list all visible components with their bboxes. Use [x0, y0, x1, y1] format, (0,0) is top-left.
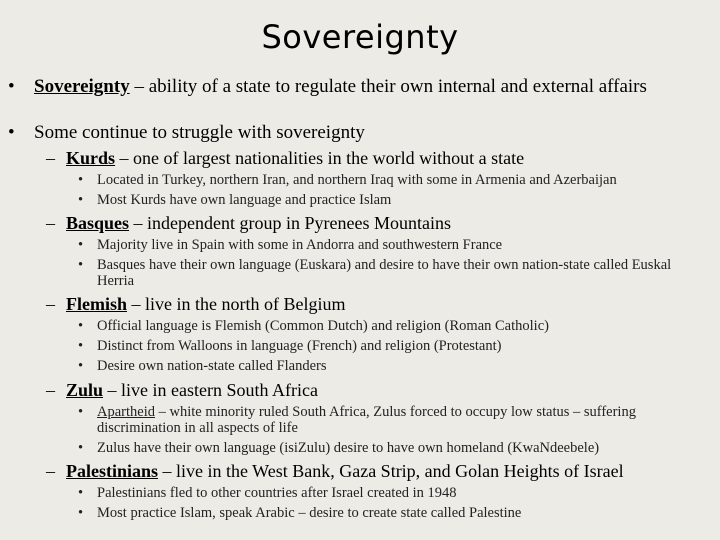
- slide-title: Sovereignty: [261, 18, 459, 56]
- term-sovereignty: Sovereignty: [34, 76, 130, 97]
- item-flemish: – Flemish – live in the north of Belgium: [46, 294, 346, 314]
- flemish-point-1: • Official language is Flemish (Common Dutch) and religion (Roman Catholic): [78, 318, 549, 334]
- kurds-point-1: • Located in Turkey, northern Iran, and northern Iraq with some in Armenia and Azerbaijan: [78, 172, 617, 188]
- term-kurds: Kurds: [66, 148, 116, 168]
- palestinians-point-2: • Most practice Islam, speak Arabic – desire to create state called Palestine: [78, 505, 522, 521]
- term-basques: Basques: [66, 213, 130, 233]
- item-zulu: – Zulu – live in eastern South Africa: [46, 380, 318, 400]
- zulu-point-1: • Apartheid – white minority ruled South Africa, Zulus forced to occupy low status – suffering discrimination in all aspects of life: [78, 404, 636, 436]
- palestinians-point-1: • Palestinians fled to other countries after Israel created in 1948: [78, 485, 457, 501]
- term-zulu: Zulu: [66, 380, 104, 400]
- kurds-point-2: • Most Kurds have own language and practice Islam: [78, 192, 392, 208]
- zulu-point-2: • Zulus have their own language (isiZulu) desire to have own homeland (KwaNdeebele): [78, 440, 600, 456]
- item-kurds: – Kurds – one of largest nationalities in the world without a state: [46, 148, 525, 168]
- term-apartheid: Apartheid: [97, 404, 155, 420]
- item-basques: – Basques – independent group in Pyrenees Mountains: [46, 213, 451, 233]
- bullet-sovereignty: • Sovereignty – ability of a state to regulate their own internal and external affairs: [8, 76, 647, 97]
- basques-point-2: • Basques have their own language (Euskara) and desire to have their own nation-state called Euskal Herria: [78, 257, 672, 289]
- term-palestinians: Palestinians: [66, 461, 159, 481]
- term-flemish: Flemish: [66, 294, 127, 314]
- flemish-point-3: • Desire own nation-state called Flanders: [78, 358, 327, 374]
- definition-sovereignty: – ability of a state to regulate their own internal and external affairs: [129, 76, 647, 97]
- basques-point-1: • Majority live in Spain with some in Andorra and southwestern France: [78, 237, 503, 253]
- flemish-point-2: • Distinct from Walloons in language (French) and religion (Protestant): [78, 338, 502, 354]
- bullet-struggle: • Some continue to struggle with sovereignty: [8, 122, 365, 143]
- item-palestinians: – Palestinians – live in the West Bank, Gaza Strip, and Golan Heights of Israel: [46, 461, 624, 481]
